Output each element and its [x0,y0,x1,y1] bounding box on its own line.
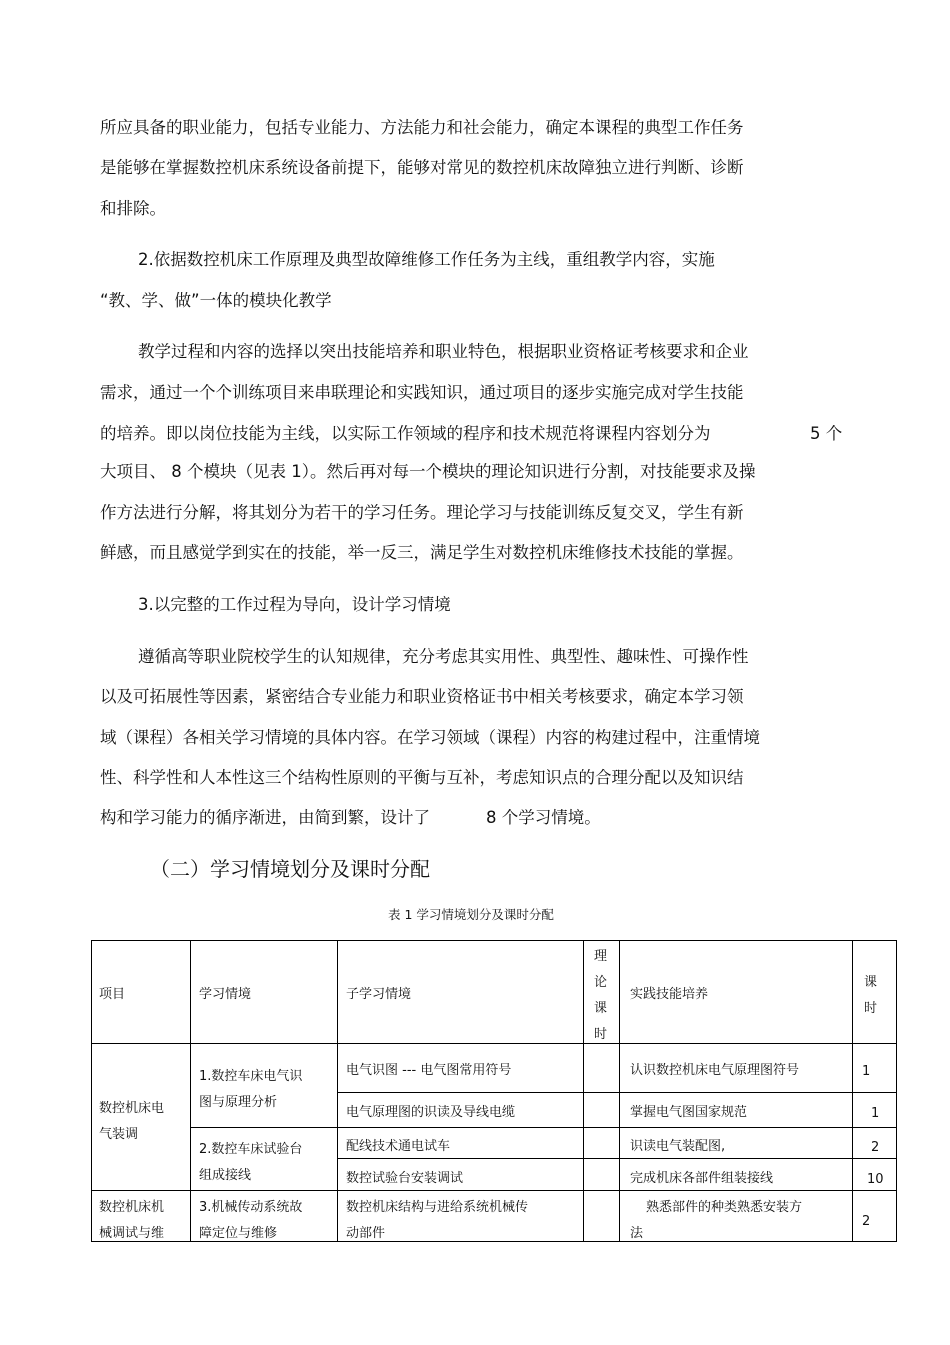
header-sub-situation: 子学习情境 [346,987,412,1002]
practice-cell: 掌握电气图国家规范 [630,1105,748,1120]
situation-cell: 组成接线 [199,1168,252,1183]
practice-cell: 认识数控机床电气原理图符号 [630,1063,800,1078]
sub-situation-cell: 电气识图 --- 电气图常用符号 [346,1063,512,1078]
header-practice: 实践技能培养 [630,987,709,1002]
situation-cell: 2.数控车床试验台 [199,1142,303,1157]
hours-cell: 2 [871,1140,880,1155]
sub-situation-cell: 配线技术通电试车 [346,1139,451,1154]
situation-cell: 3.机械传动系统故 [199,1200,303,1215]
sub-situation-cell: 数控机床结构与进给系统机械传 [346,1200,529,1215]
header-theory-hours: 理 [594,949,608,964]
paragraph-line: 需求，通过一个个训练项目来串联理论和实践知识，通过项目的逐步实施完成对学生技能 [100,383,744,402]
header-theory-hours: 时 [594,1027,608,1042]
project-cell: 数控机床机 [99,1200,165,1215]
header-theory-hours: 论 [594,975,608,990]
paragraph-line: 域（课程）各相关学习情境的具体内容。在学习领域（课程）内容的构建过程中，注重情境 [100,728,760,747]
paragraph-line: 教学过程和内容的选择以突出技能培养和职业特色，根据职业资格证考核要求和企业 [138,342,749,361]
subheading-line: 3.以完整的工作过程为导向，设计学习情境 [138,595,451,614]
table-caption: 表 1 学习情境划分及课时分配 [388,907,554,922]
sub-situation-cell: 电气原理图的识读及导线电缆 [346,1105,516,1120]
header-theory-hours: 课 [594,1001,608,1016]
project-cell: 械调试与维 [99,1226,165,1241]
paragraph-line: 以及可拓展性等因素，紧密结合专业能力和职业资格证书中相关考核要求，确定本学习领 [100,687,744,706]
paragraph-line: 构和学习能力的循序渐进，由简到繁，设计了 [100,808,430,827]
sub-situation-cell: 数控试验台安装调试 [346,1171,464,1186]
situation-cell: 1.数控车床电气识 [199,1069,303,1084]
paragraph-line: 的培养。即以岗位技能为主线，以实际工作领域的程序和技术规范将课程内容划分为 [100,424,711,443]
subheading-line: “教、学、做”一体的模块化教学 [100,291,332,310]
header-project: 项目 [99,987,126,1002]
practice-cell: 识读电气装配图, [630,1139,726,1154]
situation-cell: 图与原理分析 [199,1095,278,1110]
hours-cell: 10 [867,1172,884,1187]
paragraph-line: 和排除。 [100,199,166,218]
practice-cell: 熟悉部件的种类熟悉安装方 [646,1200,803,1215]
practice-cell: 法 [630,1226,644,1241]
header-situation: 学习情境 [199,987,252,1002]
paragraph-line: 所应具备的职业能力，包括专业能力、方法能力和社会能力，确定本课程的典型工作任务 [100,118,744,137]
paragraph-line: 作方法进行分解，将其划分为若干的学习任务。理论学习与技能训练反复交叉，学生有新 [100,503,744,522]
project-cell: 气装调 [99,1127,139,1142]
header-hours: 课 [864,975,878,990]
paragraph-fragment: 5 个 [810,424,843,443]
hours-cell: 2 [862,1214,871,1229]
subheading-line: 2.依据数控机床工作原理及典型故障维修工作任务为主线，重组教学内容，实施 [138,250,715,269]
hours-cell: 1 [862,1064,871,1079]
project-cell: 数控机床电 [99,1101,165,1116]
paragraph-line: 是能够在掌握数控机床系统设备前提下，能够对常见的数控机床故障独立进行判断、诊断 [100,158,744,177]
paragraph-line: 遵循高等职业院校学生的认知规律，充分考虑其实用性、典型性、趣味性、可操作性 [138,647,749,666]
paragraph-line: 性、科学性和人本性这三个结构性原则的平衡与互补，考虑知识点的合理分配以及知识结 [100,768,744,787]
sub-situation-cell: 动部件 [346,1226,386,1241]
practice-cell: 完成机床各部件组装接线 [630,1171,774,1186]
paragraph-line: 鲜感，而且感觉学到实在的技能，举一反三，满足学生对数控机床维修技术技能的掌握。 [100,543,744,562]
hours-cell: 1 [871,1106,880,1121]
paragraph-fragment: 8 个学习情境。 [486,808,601,827]
situation-cell: 障定位与维修 [199,1226,278,1241]
section-heading: （二）学习情境划分及课时分配 [150,857,430,881]
header-hours: 时 [864,1001,878,1016]
paragraph-line: 大项目、 8 个模块（见表 1）。然后再对每一个模块的理论知识进行分割，对技能要求及操 [100,462,756,481]
